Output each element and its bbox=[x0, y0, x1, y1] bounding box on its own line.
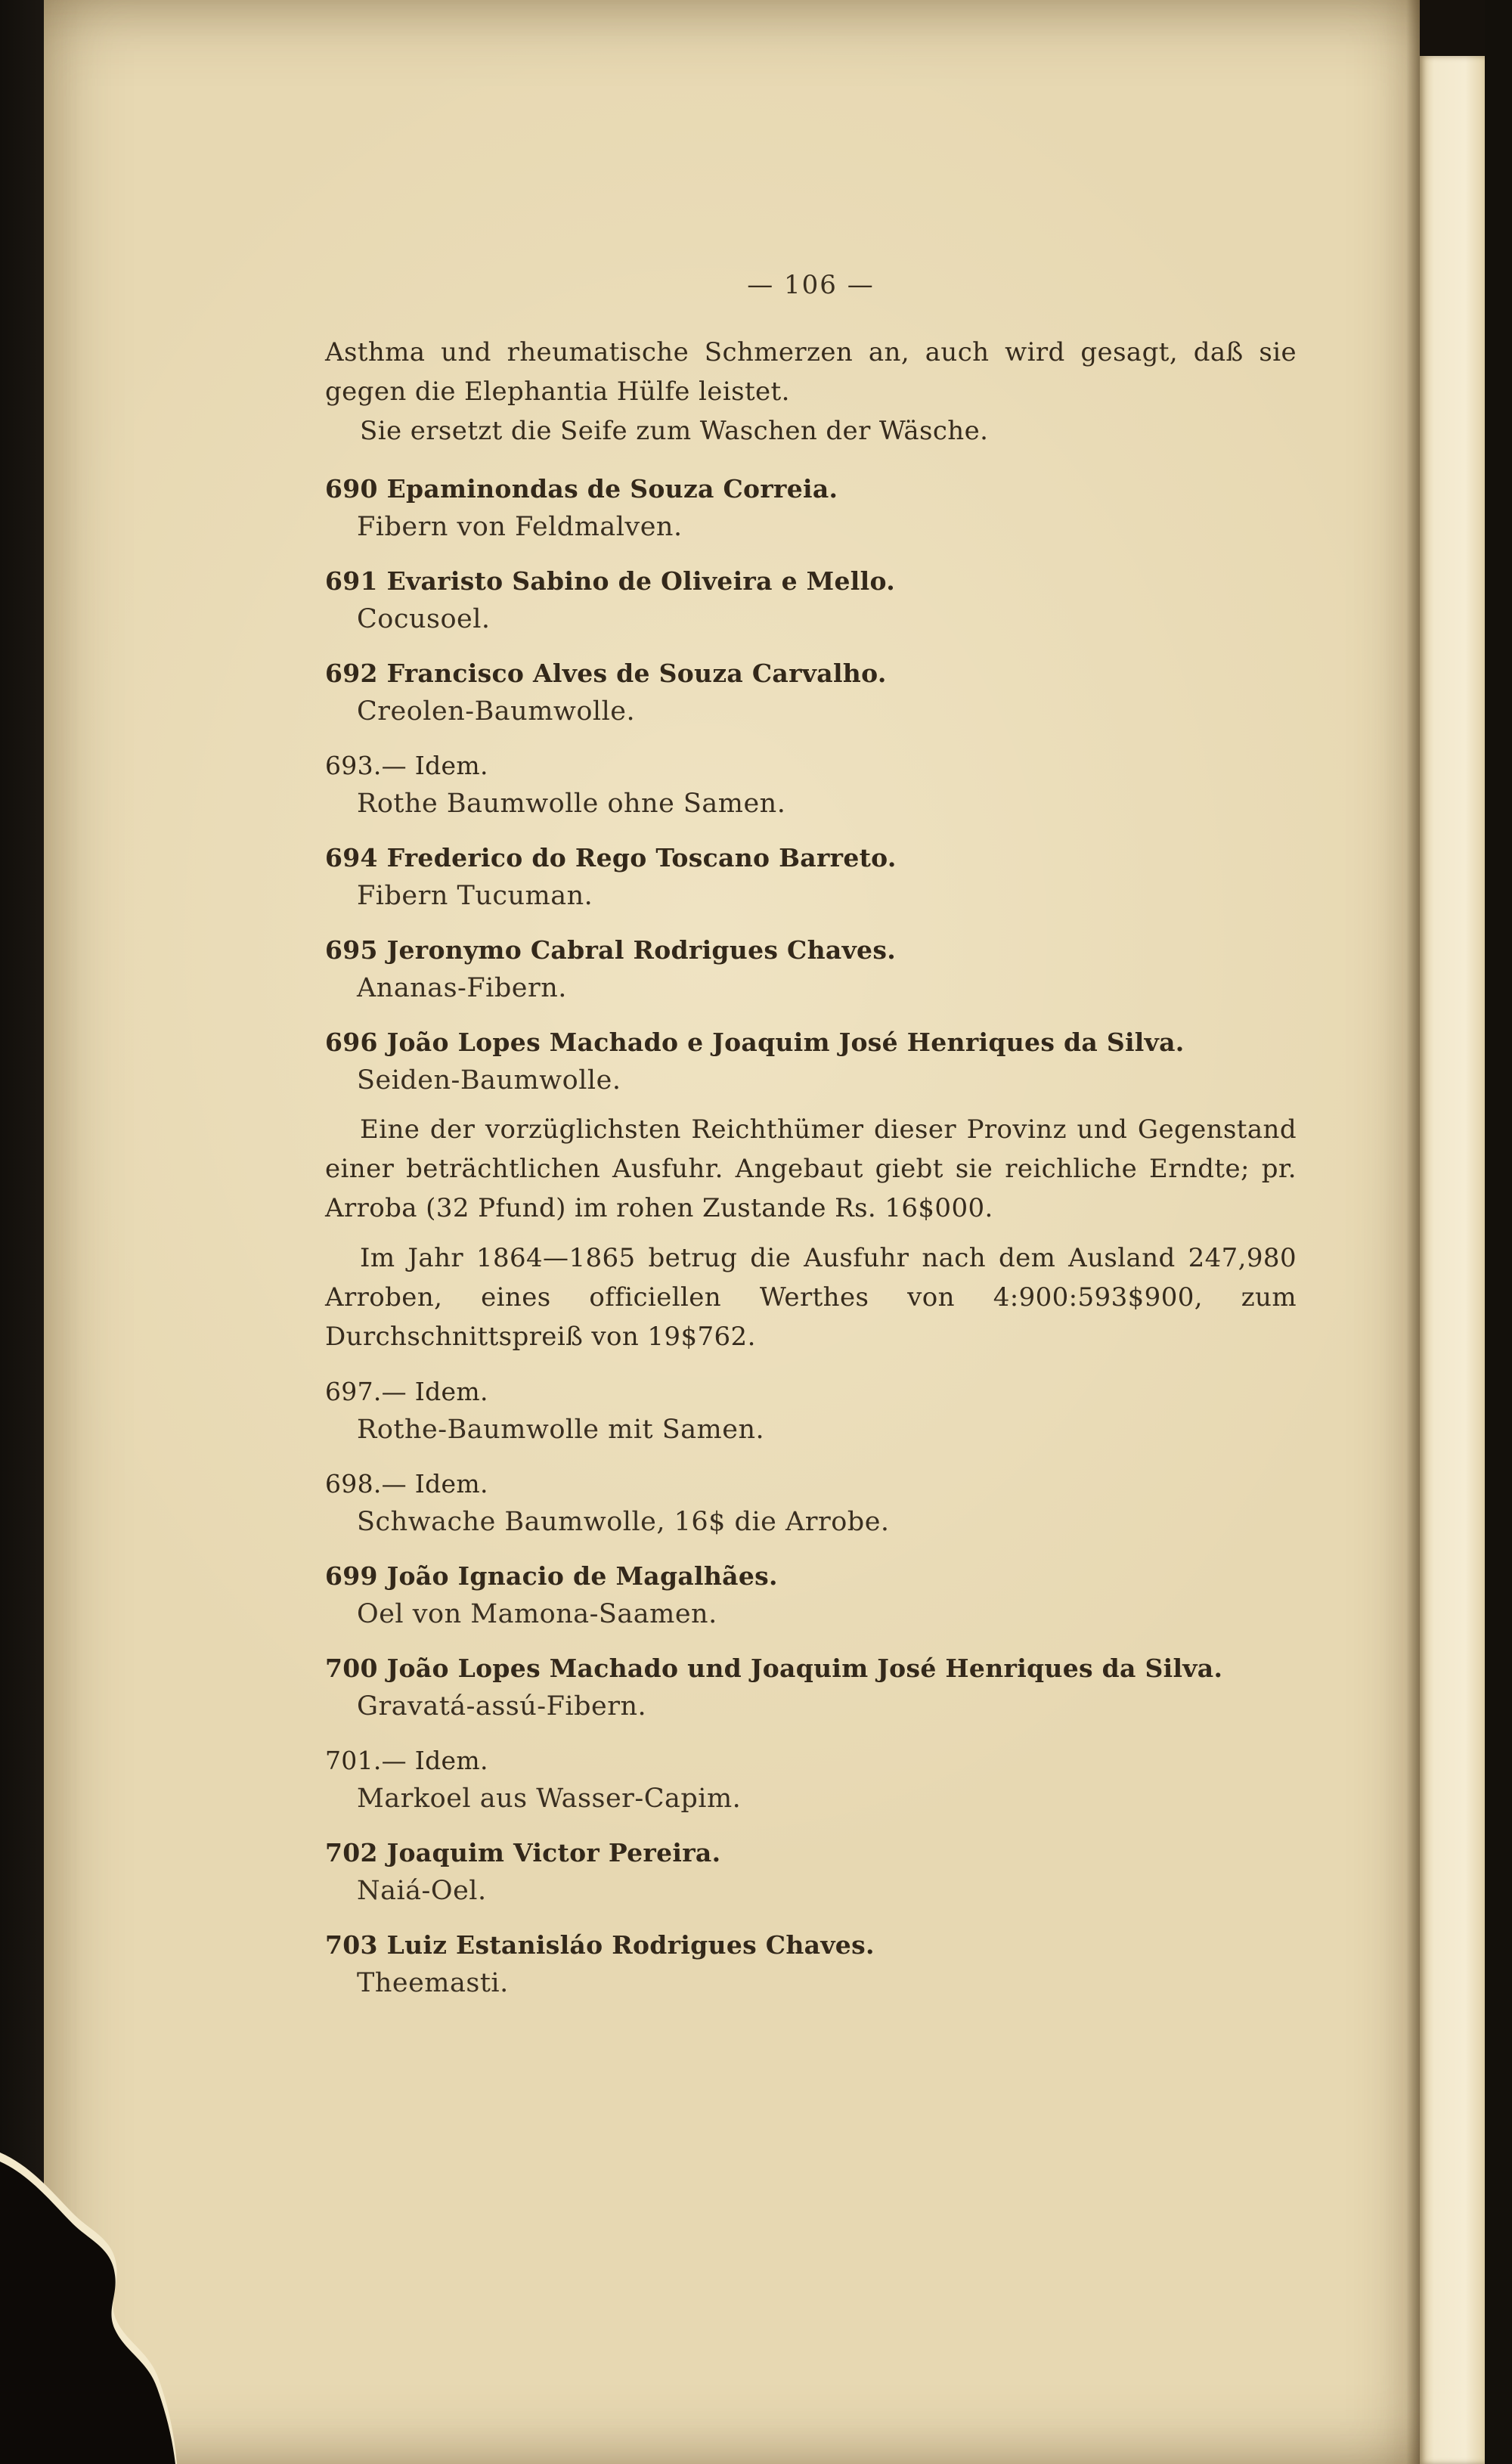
catalog-entry bbox=[325, 747, 1297, 823]
entry-note: Im Jahr 1864—1865 betrug die Ausfuhr nach dem Ausland 247,980 Arroben, eines officiellen Werthes von 4:900:593$900, zum Durchschnittspreiß von 19$762. bbox=[325, 1243, 1297, 1352]
page-number: — 106 — bbox=[747, 270, 875, 300]
adjacent-page-top-gap bbox=[1420, 0, 1485, 56]
entry-product: Markoel aus Wasser-Capim. bbox=[357, 1784, 742, 1814]
book-page bbox=[44, 0, 1420, 2464]
entry-product: Fibern von Feldmalven. bbox=[357, 512, 683, 542]
entry-product: Oel von Mamona-Saamen. bbox=[357, 1599, 717, 1629]
entry-heading: 694 Frederico do Rego Toscano Barreto. bbox=[325, 843, 897, 872]
entry-heading: 691 Evaristo Sabino de Oliveira e Mello. bbox=[325, 566, 895, 596]
catalog-entry bbox=[325, 1834, 1297, 1910]
entry-heading: 692 Francisco Alves de Souza Carvalho. bbox=[325, 659, 887, 688]
entry-product: Gravatá-assú-Fibern. bbox=[357, 1691, 647, 1722]
entry-product: Rothe Baumwolle ohne Samen. bbox=[357, 789, 786, 819]
entry-heading: 698.— Idem. bbox=[325, 1469, 488, 1499]
catalog-entry bbox=[325, 563, 1297, 638]
entry-product: Rothe-Baumwolle mit Samen. bbox=[357, 1415, 765, 1445]
entry-list bbox=[325, 470, 1297, 2002]
catalog-entry bbox=[325, 931, 1297, 1007]
catalog-entry bbox=[325, 1465, 1297, 1541]
entry-heading: 697.— Idem. bbox=[325, 1377, 488, 1406]
entry-notes bbox=[325, 1110, 1297, 1356]
entry-note: Eine der vorzüglichsten Reichthümer dieser Provinz und Gegenstand einer beträchtlichen Ausfuhr. Angebaut giebt sie reichliche Erndte; pr. Arroba (32 Pfund) im rohen Zustande Rs. 16$000. bbox=[325, 1114, 1297, 1223]
entry-heading: 699 João Ignacio de Magalhães. bbox=[325, 1561, 778, 1591]
entry-heading: 700 João Lopes Machado und Joaquim José Henriques da Silva. bbox=[325, 1654, 1223, 1683]
entry-heading: 695 Jeronymo Cabral Rodrigues Chaves. bbox=[325, 935, 897, 965]
adjacent-page-edge bbox=[1420, 56, 1485, 2464]
entry-heading: 701.— Idem. bbox=[325, 1746, 488, 1775]
catalog-entry bbox=[325, 1926, 1297, 2002]
entry-heading: 703 Luiz Estanisláo Rodrigues Chaves. bbox=[325, 1930, 875, 1960]
entry-heading: 690 Epaminondas de Souza Correia. bbox=[325, 474, 838, 504]
intro-text bbox=[325, 333, 1297, 451]
entry-product: Cocusoel. bbox=[357, 604, 491, 634]
catalog-entry bbox=[325, 839, 1297, 915]
catalog-entry bbox=[325, 1024, 1297, 1356]
catalog-entry bbox=[325, 655, 1297, 730]
entry-heading: 702 Joaquim Victor Pereira. bbox=[325, 1838, 721, 1867]
entry-product: Ananas-Fibern. bbox=[357, 973, 567, 1003]
entry-heading: 693.— Idem. bbox=[325, 751, 488, 780]
page-gap-shadow bbox=[1406, 0, 1420, 2464]
page-content bbox=[325, 266, 1297, 2002]
entry-heading: 696 João Lopes Machado e Joaquim José Henriques da Silva. bbox=[325, 1027, 1185, 1057]
scan-right-edge bbox=[1485, 0, 1512, 2464]
entry-product: Seiden-Baumwolle. bbox=[357, 1065, 621, 1096]
entry-product: Schwache Baumwolle, 16$ die Arrobe. bbox=[357, 1507, 890, 1537]
intro-paragraph: Asthma und rheumatische Schmerzen an, auch wird gesagt, daß sie gegen die Elephantia Hülfe leistet. bbox=[325, 337, 1297, 407]
catalog-entry bbox=[325, 1742, 1297, 1818]
catalog-entry bbox=[325, 470, 1297, 546]
entry-product: Naiá-Oel. bbox=[357, 1876, 487, 1906]
intro-paragraph: Sie ersetzt die Seife zum Waschen der Wäsche. bbox=[360, 416, 989, 446]
catalog-entry bbox=[325, 1650, 1297, 1725]
catalog-entry bbox=[325, 1557, 1297, 1633]
entry-product: Theemasti. bbox=[357, 1968, 509, 1998]
catalog-entry bbox=[325, 1373, 1297, 1449]
entry-product: Fibern Tucuman. bbox=[357, 881, 593, 911]
entry-product: Creolen-Baumwolle. bbox=[357, 696, 636, 727]
